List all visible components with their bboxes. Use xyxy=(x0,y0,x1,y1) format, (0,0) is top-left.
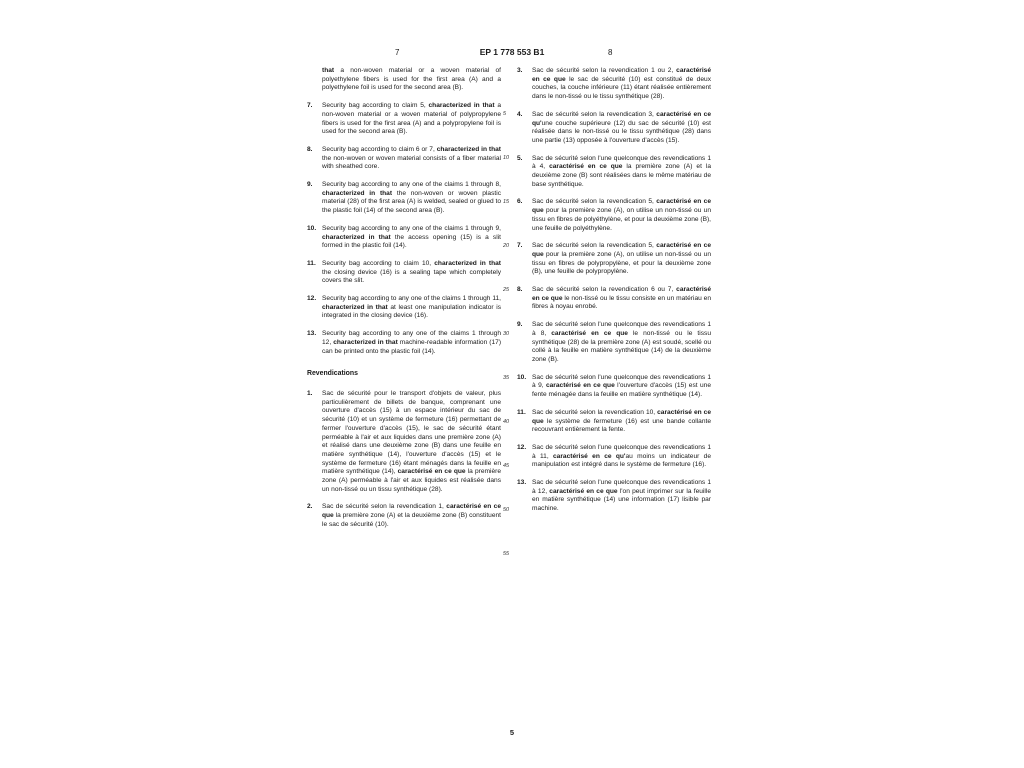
claim-keyword: caractérisé en ce qu' xyxy=(532,110,711,127)
claim-text-run: Sac de sécurité selon la revendication 5, xyxy=(532,242,657,250)
claim-text xyxy=(322,181,501,216)
claim-keyword: caractérisé en ce que xyxy=(532,286,711,302)
claim-item xyxy=(307,102,501,137)
claim-text-run: Sac de sécurité pour le transport d'objets de valeur, plus particulièrement de billets de banque, comprenant une ouverture d'accès (15) à un espace intérieur du sac de sécurité (10) et un système de fermeture (16) permettant de fermer l'ouverture d'accès (15), le sac de sécurité étant perméable à l'air et aux liquides dans une première zone (A) et réalisé dans une deuxième zone (B) dans une feuille en matière synthétique (14), l'ouverture d'accès (15) et le système de fermeture (16) étant ménagés dans la feuille en matière synthétique (14), xyxy=(322,389,501,476)
claim-text xyxy=(532,286,711,312)
claim-item xyxy=(307,295,501,321)
claim-text-run: at least one manipulation indicator is integrated in the closing device (16). xyxy=(322,303,501,320)
claim-text-run: le non-tissé ou le tissu synthétique (28) de la première zone (A) est soudé, scellé ou collé à la feuille en matière synthétique (14) de la deuxième zone (B). xyxy=(532,329,711,363)
claim-number: 13. xyxy=(517,479,527,487)
claim-text-run: la première zone (A) et la deuxième zone (B) constituent le sac de sécurité (10). xyxy=(322,512,501,528)
claim-number: 1. xyxy=(307,389,313,397)
claim-text-run: l'on peut imprimer sur la feuille en matière synthétique (14) une information (17) lisible par machine. xyxy=(532,487,712,513)
claim-item xyxy=(517,374,711,400)
claim-text xyxy=(322,260,501,286)
claim-text-run: the access opening (15) is a slit formed in the plastic foil (14). xyxy=(322,233,501,250)
claim-number: 13. xyxy=(307,330,317,338)
claim-item xyxy=(517,155,711,190)
claim-number: 6. xyxy=(517,198,523,206)
claim-text-run: Security bag according to claim 10, xyxy=(322,259,435,267)
claim-text-run: the non-woven or woven material consists of a fiber material with sheathed core. xyxy=(322,154,501,171)
claim-keyword: caractérisé en ce que xyxy=(545,382,615,390)
claim-item xyxy=(517,479,711,514)
claim-text-run: Security bag according to any one of the claims 1 through 9, xyxy=(322,224,501,232)
claim-number: 4. xyxy=(517,110,523,118)
claim-keyword: characterized in that xyxy=(333,338,398,346)
claim-text xyxy=(322,67,501,93)
claim-item xyxy=(307,181,501,216)
claim-text-run: Security bag according to any one of the claims 1 through 11, xyxy=(322,295,501,303)
claim-keyword: characterized in that xyxy=(322,303,388,311)
claim-text xyxy=(532,67,711,102)
claim-text-run: machine-readable information (17) can be printed onto the plastic foil (14). xyxy=(322,338,502,355)
claim-number: 5. xyxy=(517,154,523,162)
claim-text-run: pour la première zone (A), on utilise un non-tissé ou un tissu en fibres de polyéthylène, et pour la deuxième zone (B), une feuille de polyéthylène. xyxy=(532,207,711,232)
claim-text-run: Sac de sécurité selon l'une quelconque des revendications 1 à 9, xyxy=(532,373,711,390)
claim-text-run: le non-tissé ou le tissu consiste en un matériau en fibres à noyau enrobé. xyxy=(532,294,711,311)
claim-text xyxy=(322,390,501,494)
claim-keyword: caractérisé en ce qu' xyxy=(553,452,626,460)
claim-text-run: Security bag according to claim 5, xyxy=(322,102,429,110)
claim-continuation xyxy=(307,67,501,93)
line-number: 5 xyxy=(503,111,507,117)
claim-text xyxy=(322,503,501,529)
claim-text xyxy=(532,321,711,365)
claim-item xyxy=(517,198,711,233)
claim-item xyxy=(307,225,501,251)
claim-text xyxy=(322,295,501,321)
page-footer-number: 5 xyxy=(509,728,515,737)
claim-text-run: Sac de sécurité selon la revendication 6 ou 7, xyxy=(532,286,677,294)
claim-number: 7. xyxy=(517,242,523,250)
claim-text-run: Sac de sécurité selon l'une quelconque des revendications 1 à 4, xyxy=(532,154,711,171)
line-number: 35 xyxy=(503,375,510,381)
claim-keyword: characterized in that xyxy=(428,102,495,110)
claim-keyword: caractérisé en ce que xyxy=(549,163,623,171)
claim-text-run: Security bag according to any one of the claims 1 through 8, xyxy=(322,181,501,189)
claim-text-run: pour la première zone (A), on utilise un non-tissé ou un tissu en fibres de polypropylène, et pour la deuxième zone (B), une feuille de polypropylène. xyxy=(532,250,711,276)
claim-keyword: caractérisé en ce que xyxy=(532,67,711,83)
claim-keyword: caractérisé en ce que xyxy=(532,242,711,258)
claim-keyword: caractérisé en ce que xyxy=(322,503,501,520)
section-title: Revendications xyxy=(307,370,358,378)
claim-item xyxy=(517,409,711,435)
claim-text xyxy=(532,155,711,190)
claim-keyword: characterized in that xyxy=(434,259,501,267)
claim-text-run: le système de fermeture (16) est une bande collante recouvrant entièrement la fente. xyxy=(532,417,711,434)
claim-text xyxy=(532,242,711,277)
claim-item xyxy=(307,260,501,286)
claim-number: 9. xyxy=(517,321,523,329)
claim-item xyxy=(307,146,501,172)
claim-number: 8. xyxy=(517,286,523,294)
claim-text-run: Sac de sécurité selon la revendication 1 ou 2, xyxy=(532,67,677,74)
claim-text-run: a non-woven material or a woven material of polyethylene fibers is used for the first area (A) and a polyethylene foil is used for the second area (B). xyxy=(322,67,501,92)
line-number: 15 xyxy=(503,199,510,205)
claim-keyword: caractérisé en ce que xyxy=(397,468,466,476)
french-claims-list xyxy=(517,67,711,514)
claim-item xyxy=(517,111,711,146)
claim-item xyxy=(517,67,711,102)
claim-item xyxy=(517,444,711,470)
claim-text-run: la première zone (A) et la deuxième zone (B) sont réalisées dans le même matériau de base synthétique. xyxy=(532,163,711,188)
claim-text xyxy=(322,330,501,356)
claim-text-run: l'ouverture d'accès (15) est une fente ménagée dans la feuille en matière synthétique (14). xyxy=(532,382,711,399)
line-number: 45 xyxy=(503,463,510,469)
claim-text xyxy=(532,198,711,233)
claim-number: 9. xyxy=(307,181,313,189)
claim-text-run: une couche supérieure (12) du sac de sécurité (10) est réalisée dans le non-tissé ou le tissu synthétique (28) dans une partie (13) opposée à l'ouverture d'accès (15). xyxy=(532,119,711,144)
claim-text xyxy=(532,374,711,400)
line-number: 30 xyxy=(503,331,510,337)
claim-text xyxy=(322,102,501,137)
right-column xyxy=(517,67,711,523)
claim-text-run: Sac de sécurité selon la revendication 5, xyxy=(532,198,657,206)
claim-item xyxy=(517,242,711,277)
claim-text-run: Sac de sécurité selon l'une quelconque des revendications 1 à 12, xyxy=(532,479,711,495)
line-number: 55 xyxy=(503,551,510,557)
claim-text-run: Security bag according to any one of the claims 1 through 12, xyxy=(322,330,501,346)
line-number: 25 xyxy=(503,287,510,293)
left-page-number: 7 xyxy=(395,48,400,57)
claim-text-run: le sac de sécurité (10) est constitué de deux couches, la couche inférieure (11) étant réalisée entièrement dans le non-tissé ou le tissu synthétique (28). xyxy=(532,75,711,101)
claim-text-run: Security bag according to claim 6 or 7, xyxy=(322,145,437,153)
claim-number: 11. xyxy=(517,408,526,416)
english-claims-list xyxy=(307,102,501,356)
claim-number: 2. xyxy=(307,503,313,511)
claim-number: 10. xyxy=(517,373,527,381)
french-claims-list xyxy=(307,390,501,530)
claim-number: 7. xyxy=(307,102,313,110)
claim-text-run: Sac de sécurité selon la revendication 10, xyxy=(532,408,658,416)
claim-text-run: Sac de sécurité selon l'une quelconque des revendications 1 à 11, xyxy=(532,443,711,460)
claim-text xyxy=(322,225,501,251)
left-column xyxy=(307,67,501,539)
claim-text-run: la première zone (A) perméable à l'air et aux liquides est réalisée dans un non-tissé ou un tissu synthétique (28). xyxy=(322,468,501,493)
claim-item xyxy=(307,390,501,494)
claim-keyword: caractérisé en ce que xyxy=(532,408,711,425)
claim-number: 11. xyxy=(307,259,316,267)
right-page-number: 8 xyxy=(608,48,613,57)
claim-text xyxy=(532,111,711,146)
claim-text-run: the closing device (16) is a sealing tape which completely covers the slit. xyxy=(322,268,501,285)
claim-number: 12. xyxy=(307,295,317,303)
line-number: 10 xyxy=(503,155,510,161)
claim-keyword: caractérisé en ce que xyxy=(532,198,711,215)
line-number: 40 xyxy=(503,419,510,425)
claim-text xyxy=(532,409,711,435)
claim-keyword: that xyxy=(322,67,335,74)
claim-item xyxy=(517,321,711,365)
claim-item xyxy=(517,286,711,312)
line-number: 20 xyxy=(503,243,510,249)
claim-number: 3. xyxy=(517,67,523,74)
claim-text-run: Sac de sécurité selon la revendication 3, xyxy=(532,110,657,118)
claim-text-run: au moins un indicateur de manipulation est intégré dans le système de fermeture (16). xyxy=(532,452,712,469)
claim-text-run: Sac de sécurité selon l'une quelconque des revendications 1 à 8, xyxy=(532,321,711,337)
claim-number: 10. xyxy=(307,224,317,232)
claim-keyword: characterized in that xyxy=(322,189,393,197)
claim-text xyxy=(322,146,501,172)
document-id: EP 1 778 553 B1 xyxy=(479,47,545,57)
claim-text-run: the non-woven or woven plastic material (28) of the first area (A) is welded, sealed or glued to the plastic foil (14) of the second area (B). xyxy=(322,189,501,215)
claim-keyword: characterized in that xyxy=(436,145,502,153)
claim-keyword: characterized in that xyxy=(322,233,391,241)
claim-text xyxy=(532,444,711,470)
claim-item xyxy=(307,330,501,356)
claim-keyword: caractérisé en ce que xyxy=(551,329,628,337)
claim-item xyxy=(307,503,501,529)
claim-text-run: Sac de sécurité selon la revendication 1, xyxy=(322,503,447,511)
claim-text-run: a non-woven material or a woven material of polypropylene fibers is used for the first area (A) and a polypropylene foil is used for the second area (B). xyxy=(322,102,501,136)
claim-number: 8. xyxy=(307,145,313,153)
claim-text xyxy=(532,479,711,514)
line-number: 50 xyxy=(503,507,510,513)
claim-number: 12. xyxy=(517,443,527,451)
claim-keyword: caractérisé en ce que xyxy=(549,487,618,495)
